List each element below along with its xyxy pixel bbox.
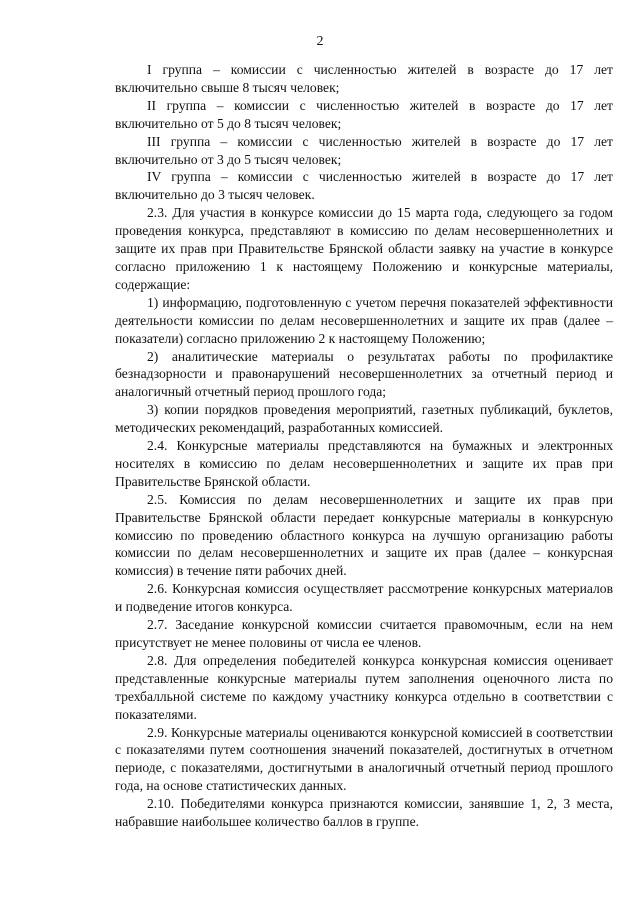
paragraph-group-4: IV группа – комиссии с численностью жителей в возрасте до 17 лет включительно до 3 тысяч человек.: [115, 169, 613, 203]
document-body: [115, 61, 613, 831]
paragraph-2-4: 2.4. Конкурсные материалы представляются на бумажных и электронных носителях в комиссию по делам несовершеннолетних и защите их прав при Правительстве Брянской области.: [115, 438, 613, 489]
paragraph-2-5: 2.5. Комиссия по делам несовершеннолетних и защите их прав при Правительстве Брянской области передает конкурсные материалы в конкурсную комиссию по проведению областного конкурса на лучшую организацию работы комиссии по делам несовершеннолетних и защите их прав (далее – конкурсная комиссия) в течение пяти рабочих дней.: [115, 491, 613, 579]
paragraph-2-8: 2.8. Для определения победителей конкурса конкурсная комиссия оценивает представленные конкурсные материалы путем заполнения оценочного листа по трехбалльной системе по каждому участнику конкурса отдельно в соответствии с показателями.: [115, 652, 613, 722]
paragraph-2-3: 2.3. Для участия в конкурсе комиссии до 15 марта года, следующего за годом проведения конкурса, представляют в комиссию по делам несовершеннолетних и защите их прав при Правительстве Брянской области заявку на участие в конкурсе согласно приложению 1 к настоящему Положению и конкурсные материалы, содержащие:: [115, 205, 613, 292]
paragraph-item-1: 1) информацию, подготовленную с учетом перечня показателей эффективности деятельности комиссии по делам несовершеннолетних и защите их прав (далее – показатели) согласно приложению 2 к настоящему Положению;: [115, 294, 613, 346]
paragraph-2-9: 2.9. Конкурсные материалы оцениваются конкурсной комиссией в соответствии с показателями путем соотношения значений показателей, достигнутых в отчетном периоде, с показателями, достигнутыми в аналогичный отчетный период прошлого года, на основе статистических данных.: [115, 724, 613, 794]
paragraph-group-3: III группа – комиссии с численностью жителей в возрасте до 17 лет включительно от 3 до 5 тысяч человек;: [115, 133, 613, 167]
paragraph-2-7: 2.7. Заседание конкурсной комиссии считается правомочным, если на нем присутствует не менее половины от числа ее членов.: [115, 617, 613, 650]
paragraph-item-3: 3) копии порядков проведения мероприятий, газетных публикаций, буклетов, методических рекомендаций, разработанных комиссией.: [115, 402, 613, 436]
paragraph-group-1: I группа – комиссии с численностью жителей в возрасте до 17 лет включительно свыше 8 тысяч человек;: [115, 62, 613, 95]
paragraph-2-10: 2.10. Победителями конкурса признаются комиссии, занявшие 1, 2, 3 места, набравшие наибольшее количество баллов в группе.: [115, 796, 613, 830]
page-number: 2: [316, 34, 324, 49]
paragraph-group-2: II группа – комиссии с численностью жителей в возрасте до 17 лет включительно от 5 до 8 тысяч человек;: [115, 97, 613, 131]
paragraph-2-6: 2.6. Конкурсная комиссия осуществляет рассмотрение конкурсных материалов и подведение итогов конкурса.: [115, 581, 613, 615]
paragraph-item-2: 2) аналитические материалы о результатах работы по профилактике безнадзорности и правонарушений несовершеннолетних за отчетный период и аналогичный отчетный период прошлого года;: [115, 348, 613, 400]
